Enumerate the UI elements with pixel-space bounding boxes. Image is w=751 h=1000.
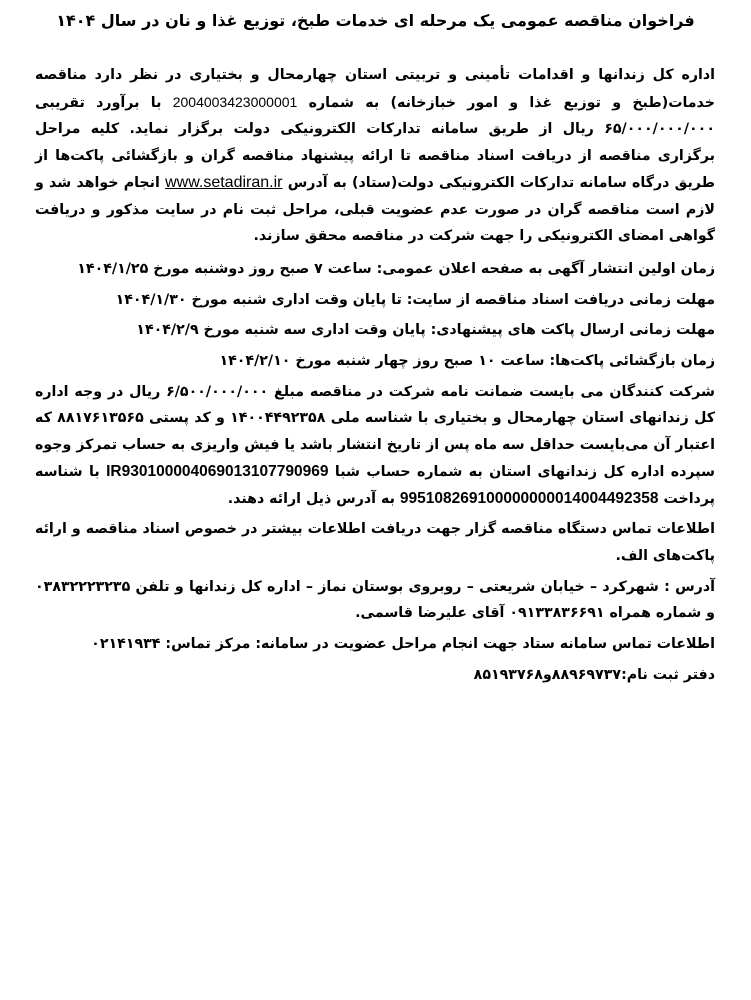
setad-contact: اطلاعات تماس سامانه ستاد جهت انجام مراحل عضویت در سامانه: مرکز تماس: ۰۲۱۴۱۹۳۴ bbox=[91, 636, 715, 653]
intro-paragraph bbox=[35, 62, 715, 250]
notice-body bbox=[35, 62, 715, 688]
tender-number: 2004003423000001 bbox=[172, 93, 298, 110]
guarantee-text-3: به آدرس ذیل ارائه دهند. bbox=[227, 490, 395, 507]
page-title: فراخوان مناقصه عمومی یک مرحله ای خدمات طبخ، توزیع غذا و نان در سال ۱۴۰۴ bbox=[56, 11, 695, 30]
setadiran-link[interactable]: www.setadiran.ir bbox=[165, 173, 283, 191]
contact-address: آدرس : شهرکرد – خیابان شریعتی – روبروی بوستان نماز – اداره کل زندانها و تلفن ۰۳۸۳۲۲۲۳۲۳۵ و شماره همراه ۰۹۱۳۳۸۳۶۶۹۱ آقای علیرضا قاسمی. bbox=[35, 578, 715, 622]
sheba-number: IR930100004069013107790969 bbox=[106, 462, 329, 480]
guarantee-text-2: با شناسه پرداخت bbox=[35, 463, 715, 507]
schedule-opening: زمان بازگشائی پاکت‌ها: ساعت ۱۰ صبح روز چهار شنبه مورخ ۱۴۰۴/۲/۱۰ bbox=[219, 353, 715, 370]
schedule-publish: زمان اولین انتشار آگهی به صفحه اعلان عمومی: ساعت ۷ صبح روز دوشنبه مورخ ۱۴۰۴/۱/۲۵ bbox=[77, 260, 715, 277]
intro-text-1: اداره کل زندانها و اقدامات تأمینی و تربیتی استان چهارمحال و بختیاری در نظر دارد مناقصه خدمات(طبخ و توزیع غذا و امور خبازخانه) به شماره bbox=[35, 67, 715, 111]
guarantee-text-1: شرکت کنندگان می بایست ضمانت نامه شرکت در مناقصه مبلغ ۶/۵۰۰/۰۰۰/۰۰۰ ریال در وجه اداره کل زندانهای استان چهارمحال و بختیاری با شناسه ملی ۱۴۰۰۴۴۹۲۳۵۸ و کد پستی ۸۸۱۷۶۱۳۵۶۵ که اعتبار آن می‌بایست حداقل سه ماه پس از تاریخ انتشار باشد یا فیش واریزی به حساب تمرکز وجوه سپرده اداره کل زندانهای استان به شماره حساب شبا bbox=[35, 383, 715, 480]
contact-heading: اطلاعات تماس دستگاه مناقصه گزار جهت دریافت اطلاعات بیشتر در خصوص اسناد مناقصه و ارائه پاکت‌های الف. bbox=[35, 521, 715, 564]
schedule-docs-deadline: مهلت زمانی دریافت اسناد مناقصه از سایت: تا پایان وقت اداری شنبه مورخ ۱۴۰۴/۱/۳۰ bbox=[115, 291, 715, 308]
guarantee-paragraph bbox=[35, 379, 715, 513]
schedule-submit-deadline: مهلت زمانی ارسال پاکت های پیشنهادی: پایان وقت اداری سه شنبه مورخ ۱۴۰۴/۲/۹ bbox=[136, 322, 715, 339]
payment-id: 995108269100000000014004492358 bbox=[399, 489, 659, 507]
intro-text-3: انجام خواهد شد و لازم است مناقصه گران در صورت عدم عضویت قبلی، مراحل ثبت نام در سایت مذکور و دریافت گواهی امضای الکترونیکی را جهت شرکت در مناقصه محقق سازند. bbox=[35, 174, 715, 245]
registration-office: دفتر ثبت نام:۸۸۹۶۹۷۳۷و۸۵۱۹۳۷۶۸ bbox=[473, 666, 715, 683]
intro-text-2: با برآورد تقریبی ۶۵/۰۰۰/۰۰۰/۰۰۰ ریال از طریق سامانه تدارکات الکترونیکی دولت برگزار نماید. کلیه مراحل برگزاری مناقصه از دریافت اسناد مناقصه تا ارائه پیشنهاد مناقصه گران و بازگشائی پاکت‌ها از طریق درگاه سامانه تدارکات الکترونیکی دولت(ستاد) به آدرس bbox=[35, 94, 715, 191]
